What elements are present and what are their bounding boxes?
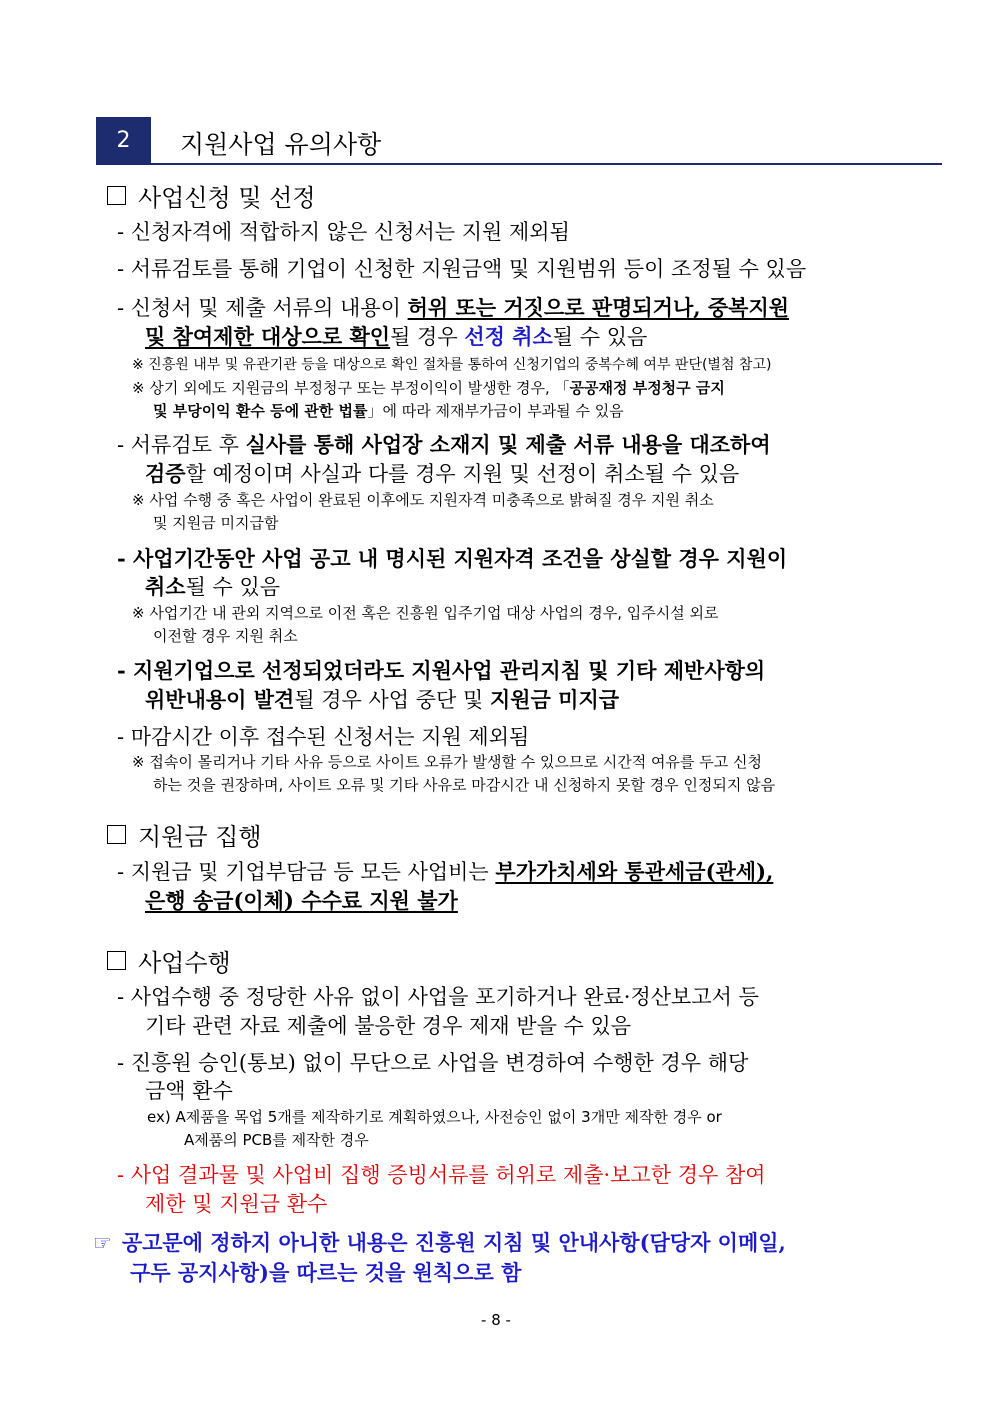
list-item: - 진흥원 승인(통보) 없이 무단으로 사업을 변경하여 수행한 경우 해당 (117, 1051, 749, 1075)
final-note: ☞ 공고문에 정하지 아니한 내용은 진흥원 지침 및 안내사항(담당자 이메일, (93, 1230, 786, 1255)
list-item: - 신청자격에 적합하지 않은 신청서는 지원 제외됨 (117, 220, 570, 244)
note: ※ 진흥원 내부 및 유관기관 등을 대상으로 확인 절차를 통하여 신청기업의 중복수혜 여부 판단(별첨 참고) (132, 357, 772, 373)
pointing-hand-icon: ☞ (93, 1231, 112, 1255)
list-item: - 사업기간동안 사업 공고 내 명시된 지원자격 조건을 상실할 경우 지원이 (117, 546, 788, 571)
list-item-continued: 기타 관련 자료 제출에 불응한 경우 제재 받을 수 있음 (145, 1014, 632, 1038)
page-number: - 8 - (481, 1311, 511, 1329)
list-item: - 신청서 및 제출 서류의 내용이 허위 또는 거짓으로 판명되거나, 중복지원 (117, 295, 790, 320)
checkbox-square-icon (107, 951, 126, 970)
note-continued: 및 부당이익 환수 등에 관한 법률」에 따라 제재부가금이 부과될 수 있음 (153, 402, 624, 420)
note: ※ 사업기간 내 관외 지역으로 이전 혹은 진흥원 입주기업 대상 사업의 경우, 입주시설 외로 (132, 604, 719, 622)
subsection-title: 사업신청 및 선정 (138, 184, 316, 212)
list-item-continued: 및 참여제한 대상으로 확인될 경우 선정 취소될 수 있음 (145, 324, 648, 349)
list-item: - 마감시간 이후 접수된 신청서는 지원 제외됨 (117, 725, 530, 749)
list-item-warning: - 사업 결과물 및 사업비 집행 증빙서류를 허위로 제출·보고한 경우 참여 (117, 1163, 766, 1187)
list-item: - 지원기업으로 선정되었더라도 지원사업 관리지침 및 기타 제반사항의 (117, 658, 766, 683)
list-item: - 사업수행 중 정당한 사유 없이 사업을 포기하거나 완료·정산보고서 등 (117, 985, 759, 1009)
note: ※ 접속이 몰리거나 기타 사유 등으로 사이트 오류가 발생할 수 있으므로 시간적 여유를 두고 신청 (132, 753, 762, 771)
note: ※ 상기 외에도 지원금의 부정청구 또는 부정이익이 발생한 경우, 「공공재정 부정청구 금지 (132, 379, 725, 397)
example-note-continued: A제품의 PCB를 제작한 경우 (184, 1131, 369, 1149)
note-continued: 및 지원금 미지급함 (153, 514, 279, 532)
note-continued: 하는 것을 권장하며, 사이트 오류 및 기타 사유로 마감시간 내 신청하지 못할 경우 인정되지 않음 (153, 776, 776, 794)
list-item-continued: 검증할 예정이며 사실과 다를 경우 지원 및 선정이 취소될 수 있음 (145, 461, 740, 486)
list-item-continued: 위반내용이 발견될 경우 사업 중단 및 지원금 미지급 (145, 687, 620, 712)
list-item-continued: 금액 환수 (145, 1079, 233, 1103)
subsection-title: 지원금 집행 (138, 823, 262, 851)
list-item: - 서류검토 후 실사를 통해 사업장 소재지 및 제출 서류 내용을 대조하여 (117, 432, 771, 457)
note-continued: 이전할 경우 지원 취소 (153, 627, 298, 645)
checkbox-square-icon (107, 825, 126, 844)
list-item-continued: 은행 송금(이체) 수수료 지원 불가 (145, 888, 458, 913)
example-note: ex) A제품을 목업 5개를 제작하기로 계획하였으나, 사전승인 없이 3개만 제작한 경우 or (147, 1108, 722, 1126)
section-header (96, 117, 942, 165)
list-item: - 지원금 및 기업부담금 등 모든 사업비는 부가가치세와 통관세금(관세), (117, 859, 774, 884)
final-note-continued: 구두 공지사항)을 따르는 것을 원칙으로 함 (130, 1260, 522, 1285)
list-item-warning-continued: 제한 및 지원금 환수 (145, 1192, 328, 1216)
checkbox-square-icon (107, 186, 126, 205)
list-item: - 서류검토를 통해 기업이 신청한 지원금액 및 지원범위 등이 조정될 수 있음 (117, 257, 807, 281)
list-item-continued: 취소될 수 있음 (145, 574, 281, 599)
note: ※ 사업 수행 중 혹은 사업이 완료된 이후에도 지원자격 미충족으로 밝혀질 경우 지원 취소 (132, 491, 714, 509)
subsection-execution (107, 943, 231, 978)
subsection-funding (107, 817, 262, 852)
section-number: 2 (96, 117, 151, 163)
subsection-apply (107, 178, 316, 213)
subsection-title: 사업수행 (138, 949, 231, 977)
section-title: 지원사업 유의사항 (180, 130, 382, 159)
